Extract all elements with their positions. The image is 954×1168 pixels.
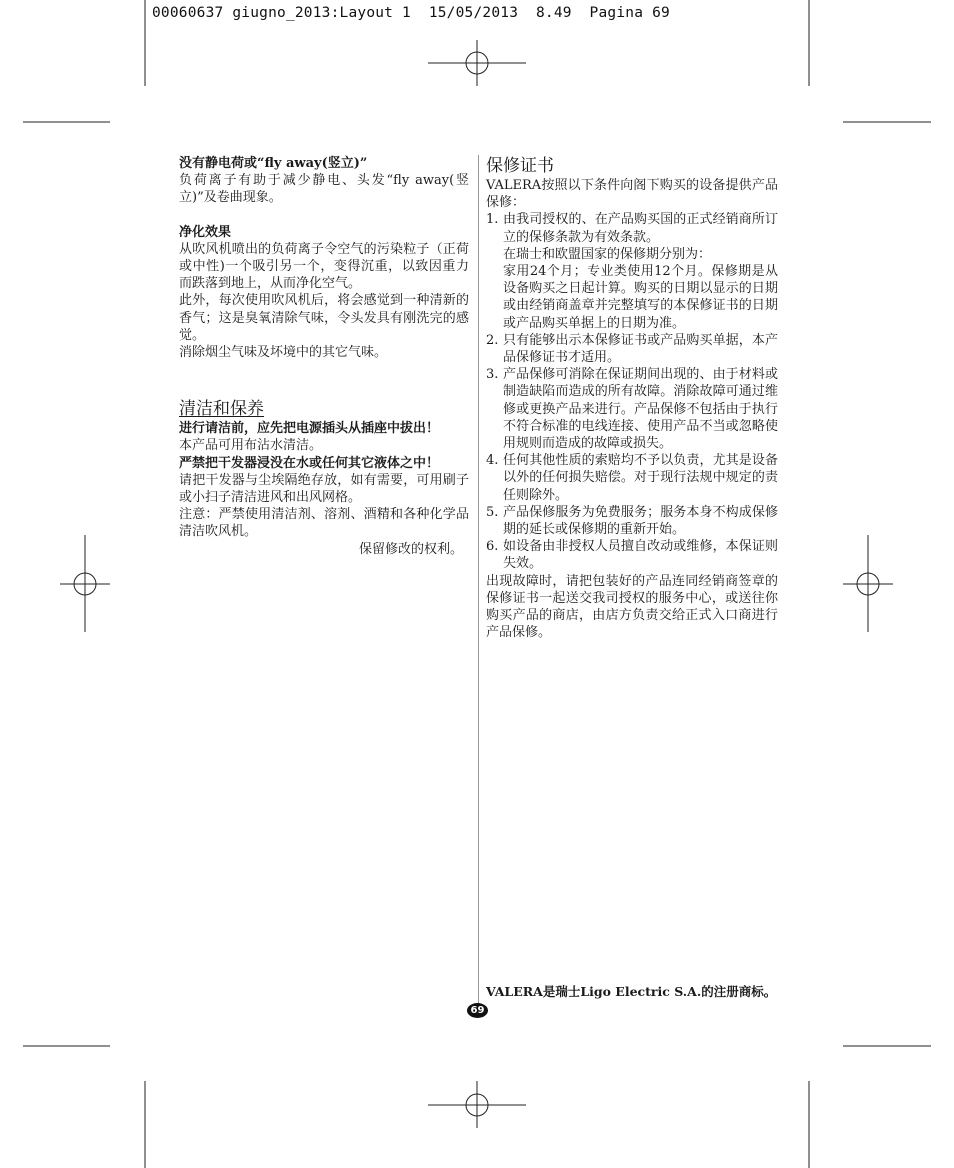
list-item-number: 3. — [486, 367, 499, 383]
list-item-text: 只有能够出示本保修证书或产品购买单据，本产品保修证书才适用。 — [503, 332, 778, 366]
cleaning-paragraph-2: 请把干发器与尘埃隔绝存放，如有需要，可用刷子或小扫子清洁进风和出风网格。 — [179, 472, 469, 506]
list-item-text: 产品保修可消除在保证期间出现的、由于材料或制造缺陷而造成的所有故障。消除故障可通过维修或更换产品来进行。产品保修不包括由于执行不符合标准的电线连接、使用产品不当或忽略使用规则而造成的故障或损失。 — [503, 367, 778, 452]
right-column — [486, 155, 778, 641]
registration-target-right — [843, 535, 893, 632]
cleaning-warning-unplug: 进行请洁前，应先把电源插头从插座中拔出！ — [179, 421, 440, 437]
list-item-text: 任何其他性质的索赔均不予以负责，尤其是设备以外的任何损失赔偿。对于现行法规中规定的责任则除外。 — [503, 453, 778, 503]
registration-target-left — [60, 535, 110, 632]
list-item-number: 2. — [486, 332, 499, 348]
cleaning-heading: 清洁和保养 — [179, 399, 264, 420]
list-item-text: 由我司授权的、在产品购买国的正式经销商所订立的保修条款为有效条款。 — [503, 212, 778, 245]
list-item-text: 如设备由非授权人员擅自改动或维修，本保证则失效。 — [503, 539, 778, 572]
trademark-note: VALERA是瑞士Ligo Electric S.A.的注册商标。 — [486, 984, 777, 999]
list-item — [486, 538, 778, 572]
warranty-conditions-list — [486, 211, 778, 572]
list-item-number: 6. — [486, 539, 499, 555]
warranty-heading: 保修证书 — [486, 156, 554, 176]
purify-title: 净化效果 — [179, 224, 232, 240]
purify-paragraph-2: 此外，每次使用吹风机后，将会感觉到一种清新的香气；这是臭氧清除气味，令头发具有刚洗完的感觉。 — [179, 293, 469, 343]
cleaning-paragraph-1: 本产品可用布沾水清洁。 — [179, 438, 323, 454]
list-item-number: 4. — [486, 453, 499, 469]
print-slug: 00060637 giugno_2013:Layout 1 15/05/2013 8.49 Pagina 69 — [152, 5, 670, 21]
purify-paragraph-3: 消除烟尘气味及坏境中的其它气味。 — [179, 345, 388, 361]
list-item-subtext: 家用24个月；专业类使用12个月。保修期是从设备购买之日起计算。购买的日期以显示的日期或由经销商盖章并完整填写的本保修证书的日期或产品购买单据上的日期为准。 — [503, 264, 778, 331]
warranty-intro: VALERA按照以下条件向阁下购买的设备提供产品保修： — [486, 178, 778, 211]
list-item — [486, 211, 778, 331]
registration-target-bottom — [428, 1081, 526, 1128]
column-divider — [478, 155, 479, 1013]
registration-target-top — [428, 40, 526, 86]
cleaning-warning-water: 严禁把干发器浸没在水或任何其它液体之中！ — [179, 455, 440, 471]
list-item-subtext: 在瑞士和欧盟国家的保修期分别为： — [503, 246, 712, 262]
static-title: 没有静电荷或“fly away(竖立)” — [179, 156, 368, 171]
cleaning-paragraph-3: 注意：严禁使用清洁剂、溶剂、酒精和各种化学品清洁吹风机。 — [179, 507, 469, 540]
static-body: 负荷离子有助于减少静电、头发“fly away(竖立)”及卷曲现象。 — [179, 173, 469, 206]
rights-reserved: 保留修改的权利。 — [358, 541, 463, 557]
list-item — [486, 366, 778, 452]
purify-paragraph-1: 从吹风机喷出的负荷离子令空气的污染粒子（正荷或中性)一个吸引另一个，变得沉重，以致因重力而跌落到地上，从而净化空气。 — [179, 241, 469, 292]
list-item-number: 1. — [486, 212, 499, 228]
left-column — [179, 155, 469, 558]
warranty-closing: 出现故障时，请把包装好的产品连同经销商签章的保修证书一起送交我司授权的服务中心，或送往你购买产品的商店，由店方负责交给正式入口商进行产品保修。 — [486, 573, 778, 641]
list-item — [486, 332, 778, 366]
list-item-text: 产品保修服务为免费服务；服务本身不构成保修期的延长或保修期的重新开始。 — [503, 504, 778, 538]
list-item — [486, 504, 778, 538]
list-item — [486, 452, 778, 504]
page-number-badge: 69 — [467, 1003, 488, 1018]
list-item-number: 5. — [486, 504, 499, 520]
